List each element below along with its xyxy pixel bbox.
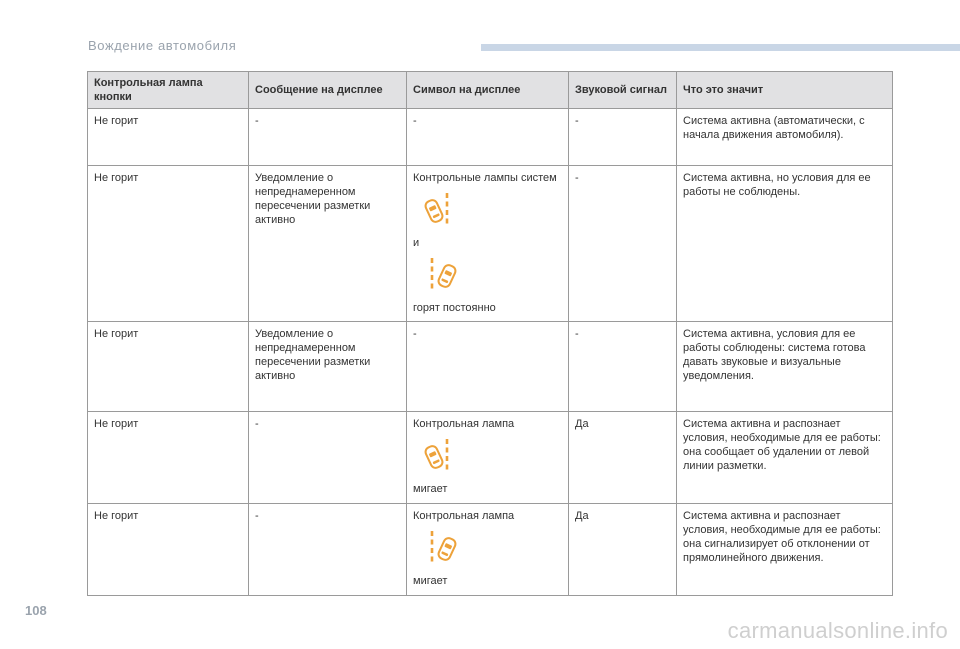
cell-button-lamp: Не горит xyxy=(88,166,249,322)
section-accent-bar xyxy=(481,44,960,51)
table-row xyxy=(88,504,893,596)
cell-display-symbol: - xyxy=(407,322,569,412)
table-row xyxy=(88,412,893,504)
page-number: 108 xyxy=(25,603,47,618)
cell-button-lamp: Не горит xyxy=(88,109,249,166)
cell-sound: - xyxy=(569,166,677,322)
symbol-conjunction: и xyxy=(413,237,420,249)
symbol-text: Контрольная лампа xyxy=(413,418,515,430)
cell-display-symbol: - xyxy=(407,109,569,166)
column-header: Сообщение на дисплее xyxy=(249,72,407,109)
cell-button-lamp: Не горит xyxy=(88,412,249,504)
symbol-text: Контрольные лампы систем xyxy=(413,172,557,184)
symbol-text: Контрольная лампа xyxy=(413,510,515,522)
cell-display-message: - xyxy=(249,504,407,596)
cell-meaning: Система активна (автоматически, с начала движения автомобиля). xyxy=(677,109,893,166)
cell-sound: - xyxy=(569,109,677,166)
cell-display-symbol xyxy=(407,412,569,504)
lane-departure-left-icon xyxy=(421,191,461,229)
cell-display-message: Уведомление о непреднамеренном пересечении разметки активно xyxy=(249,322,407,412)
cell-meaning: Система активна, условия для ее работы соблюдены: система готова давать звуковые и визуальные уведомления. xyxy=(677,322,893,412)
column-header: Символ на дисплее xyxy=(407,72,569,109)
cell-display-symbol xyxy=(407,504,569,596)
column-header: Контрольная лампа кнопки xyxy=(88,72,249,109)
symbol-text: горят постоянно xyxy=(413,302,496,314)
lane-departure-right-icon xyxy=(421,529,461,567)
cell-meaning: Система активна, но условия для ее работы не соблюдены. xyxy=(677,166,893,322)
warning-lamp-table xyxy=(87,71,893,596)
table-row xyxy=(88,322,893,412)
cell-button-lamp: Не горит xyxy=(88,504,249,596)
cell-display-symbol xyxy=(407,166,569,322)
cell-sound: Да xyxy=(569,412,677,504)
cell-meaning: Система активна и распознает условия, необходимые для ее работы: она сообщает об удалении от левой линии разметки. xyxy=(677,412,893,504)
watermark: carmanualsonline.info xyxy=(727,618,948,643)
section-title: Вождение автомобиля xyxy=(88,38,237,53)
cell-sound: Да xyxy=(569,504,677,596)
column-header: Что это значит xyxy=(677,72,893,109)
cell-display-message: - xyxy=(249,412,407,504)
table-row xyxy=(88,109,893,166)
cell-display-message: Уведомление о непреднамеренном пересечении разметки активно xyxy=(249,166,407,322)
lane-departure-right-icon xyxy=(421,256,461,294)
table-row xyxy=(88,166,893,322)
table-header-row xyxy=(88,72,893,109)
cell-meaning: Система активна и распознает условия, необходимые для ее работы: она сигнализирует об отклонении от прямолинейного движения. xyxy=(677,504,893,596)
symbol-text: мигает xyxy=(413,483,448,495)
cell-button-lamp: Не горит xyxy=(88,322,249,412)
cell-display-message: - xyxy=(249,109,407,166)
cell-sound: - xyxy=(569,322,677,412)
column-header: Звуковой сигнал xyxy=(569,72,677,109)
symbol-text: мигает xyxy=(413,575,448,587)
lane-departure-left-icon xyxy=(421,437,461,475)
